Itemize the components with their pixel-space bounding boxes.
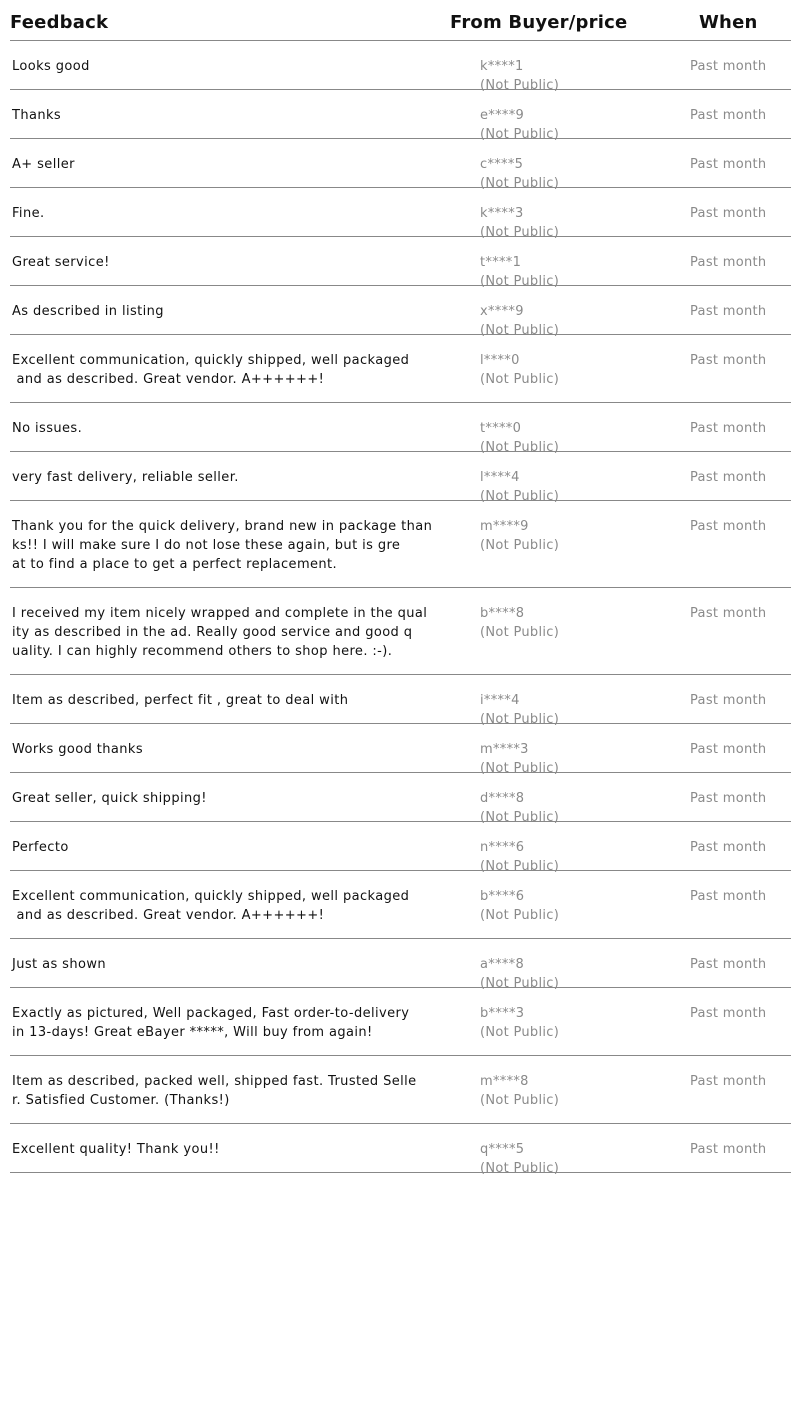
price-visibility-note: (Not Public): [480, 323, 560, 338]
buyer-id: k****3: [480, 206, 524, 221]
buyer-id: n****6: [480, 840, 525, 855]
buyer-id: k****1: [480, 59, 524, 74]
header-feedback: Feedback: [10, 12, 109, 33]
feedback-text: Exactly as pictured, Well packaged, Fast order-to-delivery in 13-days! Great eBayer *****, Will buy from again!: [12, 1006, 410, 1040]
table-row: [10, 988, 791, 1056]
price-visibility-note: (Not Public): [480, 859, 560, 874]
feedback-when: Past month: [690, 304, 767, 319]
price-visibility-note: (Not Public): [480, 712, 560, 727]
feedback-table: [10, 0, 791, 1176]
table-row: [10, 188, 791, 240]
buyer-id: b****8: [480, 606, 525, 621]
price-visibility-note: (Not Public): [480, 274, 560, 289]
feedback-when: Past month: [690, 791, 767, 806]
table-row: [10, 675, 791, 727]
buyer-cell: [480, 1004, 559, 1042]
buyer-cell: [480, 604, 559, 642]
price-visibility-note: (Not Public): [480, 625, 560, 640]
feedback-text: Excellent communication, quickly shipped, well packaged and as described. Great vendor. A++++++!: [12, 353, 410, 387]
price-visibility-note: (Not Public): [480, 127, 560, 142]
buyer-cell: [480, 1072, 559, 1110]
table-row: [10, 237, 791, 289]
table-row: [10, 335, 791, 403]
feedback-when: Past month: [690, 255, 767, 270]
table-row: [10, 501, 791, 588]
table-row: [10, 90, 791, 142]
buyer-cell: [480, 887, 559, 925]
price-visibility-note: (Not Public): [480, 761, 560, 776]
price-visibility-note: (Not Public): [480, 810, 560, 825]
feedback-when: Past month: [690, 470, 767, 485]
feedback-when: Past month: [690, 840, 767, 855]
table-row: [10, 871, 791, 939]
feedback-text: Item as described, perfect fit , great to deal with: [12, 693, 349, 708]
header-buyer-price: From Buyer/price: [450, 12, 628, 33]
feedback-when: Past month: [690, 1074, 767, 1089]
table-row: [10, 452, 791, 504]
feedback-text: Thanks: [12, 108, 62, 123]
buyer-id: c****5: [480, 157, 524, 172]
feedback-text: Looks good: [12, 59, 90, 74]
buyer-id: i****4: [480, 693, 520, 708]
buyer-id: l****0: [480, 353, 520, 368]
price-visibility-note: (Not Public): [480, 440, 560, 455]
feedback-text: A+ seller: [12, 157, 75, 172]
feedback-when: Past month: [690, 108, 767, 123]
table-row: [10, 773, 791, 825]
table-row: [10, 588, 791, 675]
buyer-id: d****8: [480, 791, 525, 806]
price-visibility-note: (Not Public): [480, 976, 560, 991]
feedback-when: Past month: [690, 1006, 767, 1021]
feedback-when: Past month: [690, 353, 767, 368]
price-visibility-note: (Not Public): [480, 225, 560, 240]
buyer-id: t****1: [480, 255, 522, 270]
buyer-id: b****6: [480, 889, 525, 904]
feedback-when: Past month: [690, 206, 767, 221]
buyer-id: e****9: [480, 108, 525, 123]
price-visibility-note: (Not Public): [480, 538, 560, 553]
table-row: [10, 41, 791, 93]
feedback-when: Past month: [690, 1142, 767, 1157]
buyer-id: m****3: [480, 742, 529, 757]
price-visibility-note: (Not Public): [480, 1025, 560, 1040]
table-row: [10, 139, 791, 191]
buyer-id: m****8: [480, 1074, 529, 1089]
buyer-id: t****0: [480, 421, 522, 436]
feedback-when: Past month: [690, 693, 767, 708]
feedback-text: Fine.: [12, 206, 45, 221]
feedback-when: Past month: [690, 606, 767, 621]
feedback-text: Perfecto: [12, 840, 69, 855]
header-when: When: [699, 12, 758, 33]
feedback-text: I received my item nicely wrapped and complete in the qual ity as described in the ad. Really good service and good q uality. I can highly recommend others to shop here. :-).: [12, 606, 428, 659]
price-visibility-note: (Not Public): [480, 176, 560, 191]
price-visibility-note: (Not Public): [480, 1161, 560, 1176]
table-header: [10, 0, 791, 41]
feedback-text: Just as shown: [12, 957, 106, 972]
price-visibility-note: (Not Public): [480, 78, 560, 93]
feedback-when: Past month: [690, 421, 767, 436]
feedback-when: Past month: [690, 742, 767, 757]
table-row: [10, 724, 791, 776]
table-row: [10, 403, 791, 455]
feedback-text: Works good thanks: [12, 742, 144, 757]
feedback-text: Thank you for the quick delivery, brand new in package than ks!! I will make sure I do not lose these again, but is gre at to find a place to get a perfect replacement.: [12, 519, 433, 572]
buyer-id: x****9: [480, 304, 524, 319]
feedback-text: Great service!: [12, 255, 110, 270]
feedback-when: Past month: [690, 957, 767, 972]
buyer-id: a****8: [480, 957, 525, 972]
buyer-id: q****5: [480, 1142, 525, 1157]
buyer-id: l****4: [480, 470, 520, 485]
feedback-text: As described in listing: [12, 304, 164, 319]
price-visibility-note: (Not Public): [480, 908, 560, 923]
buyer-id: m****9: [480, 519, 529, 534]
table-row: [10, 1056, 791, 1124]
feedback-text: Great seller, quick shipping!: [12, 791, 207, 806]
feedback-rows: [10, 41, 791, 1176]
feedback-text: No issues.: [12, 421, 83, 436]
feedback-text: Excellent quality! Thank you!!: [12, 1142, 220, 1157]
buyer-cell: [480, 351, 559, 389]
buyer-id: b****3: [480, 1006, 525, 1021]
feedback-text: Item as described, packed well, shipped fast. Trusted Selle r. Satisfied Customer. (Thanks!): [12, 1074, 417, 1108]
feedback-when: Past month: [690, 59, 767, 74]
feedback-when: Past month: [690, 157, 767, 172]
table-row: [10, 822, 791, 874]
feedback-text: very fast delivery, reliable seller.: [12, 470, 239, 485]
table-row: [10, 939, 791, 991]
table-row: [10, 286, 791, 338]
buyer-cell: [480, 517, 559, 555]
table-row: [10, 1124, 791, 1176]
price-visibility-note: (Not Public): [480, 1093, 560, 1108]
price-visibility-note: (Not Public): [480, 372, 560, 387]
feedback-when: Past month: [690, 519, 767, 534]
buyer-cell: [480, 1140, 559, 1178]
price-visibility-note: (Not Public): [480, 489, 560, 504]
feedback-when: Past month: [690, 889, 767, 904]
feedback-text: Excellent communication, quickly shipped, well packaged and as described. Great vendor. A++++++!: [12, 889, 410, 923]
